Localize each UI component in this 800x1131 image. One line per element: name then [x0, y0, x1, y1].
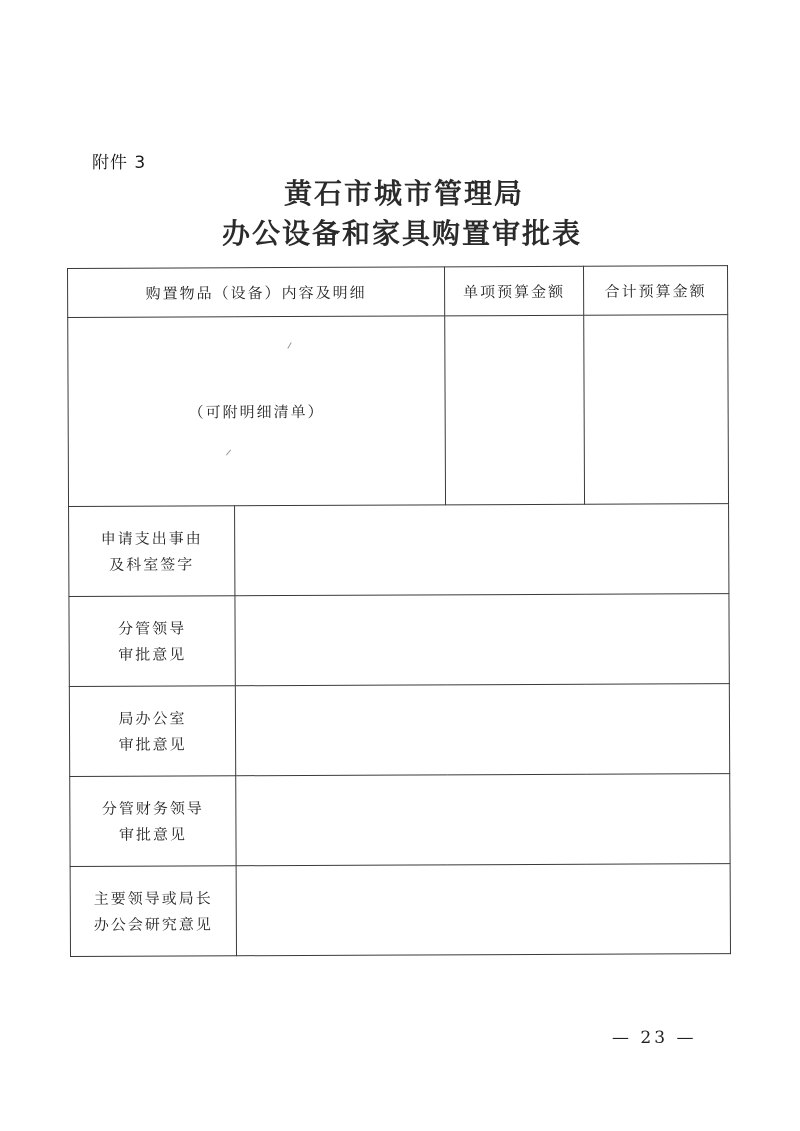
finance-opinion-cell[interactable]: [236, 774, 730, 866]
office-opinion-cell[interactable]: [235, 684, 729, 776]
row-label-reason: [69, 506, 235, 597]
table-row: [70, 774, 730, 867]
table-row: [69, 684, 729, 777]
approval-table: [67, 265, 731, 957]
row-label-line1: 主要领导或局长: [93, 888, 213, 908]
page-number: — 23 —: [612, 1028, 697, 1048]
row-label-line2: 及科室签字: [109, 554, 195, 574]
detail-note: （可附明细清单）: [188, 402, 325, 421]
row-label-director: [70, 866, 236, 957]
table-row: [70, 864, 730, 957]
document-title-line1: 黄石市城市管理局: [283, 177, 524, 210]
reason-signature-cell[interactable]: [235, 504, 729, 596]
attachment-label: 附件 3: [92, 153, 147, 173]
table-row: [69, 594, 729, 687]
total-budget-cell[interactable]: [584, 315, 729, 505]
row-label-line2: 审批意见: [118, 824, 188, 844]
detail-row: [68, 315, 729, 507]
row-label-line2: 审批意见: [118, 734, 187, 754]
document-title-line2: 办公设备和家具购置审批表: [221, 217, 582, 250]
unit-budget-cell[interactable]: [445, 315, 585, 505]
row-label-line2: 办公会研究意见: [93, 914, 213, 934]
header-items: 购置物品（设备）内容及明细: [68, 267, 445, 318]
table-row: [69, 504, 729, 597]
header-row: [68, 266, 728, 318]
row-label-supervisor: [69, 596, 235, 687]
row-label-line1: 申请支出事由: [100, 528, 203, 548]
approval-form: [67, 265, 730, 968]
header-unit-budget: 单项预算金额: [445, 266, 584, 316]
items-detail-cell[interactable]: [68, 316, 446, 507]
row-label-line1: 分管领导: [118, 618, 187, 638]
row-label-finance: [70, 776, 236, 867]
header-total-budget: 合计预算金额: [584, 266, 728, 316]
director-opinion-cell[interactable]: [236, 864, 730, 956]
row-label-office: [69, 686, 235, 777]
supervisor-opinion-cell[interactable]: [235, 594, 729, 686]
row-label-line2: 审批意见: [118, 644, 187, 664]
row-label-line1: 局办公室: [118, 708, 187, 728]
row-label-line1: 分管财务领导: [101, 798, 204, 818]
